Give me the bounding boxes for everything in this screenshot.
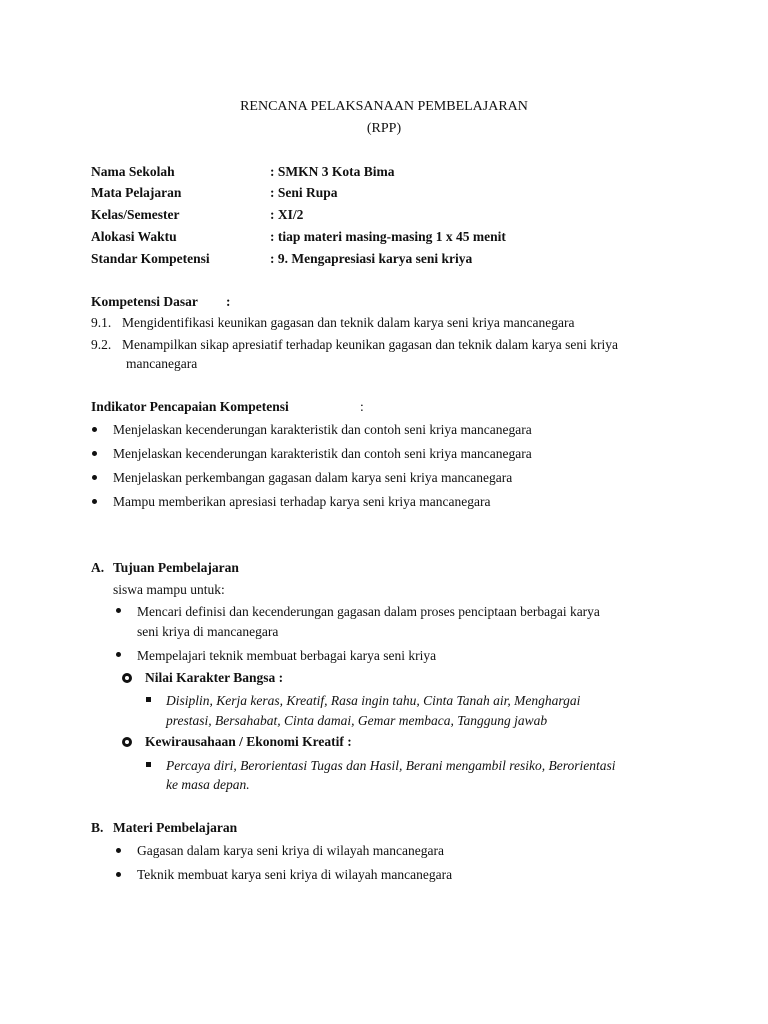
bullet-icon: [116, 872, 121, 877]
bullet-icon: [92, 475, 97, 480]
kompetensi-item-text: Menampilkan sikap apresiatif terhadap keunikan gagasan dan teknik dalam karya seni kriya: [122, 337, 618, 352]
identity-value-nama-sekolah: : SMKN 3 Kota Bima: [270, 164, 395, 179]
tujuan-item-continued: seni kriya di mancanegara: [137, 624, 279, 639]
bullet-icon: [116, 652, 121, 657]
kewirausahaan-heading: Kewirausahaan / Ekonomi Kreatif :: [145, 734, 352, 749]
document-subtitle: (RPP): [366, 121, 402, 136]
identity-label-standar-kompetensi: Standar Kompetensi: [91, 251, 210, 266]
tujuan-heading: Tujuan Pembelajaran: [113, 560, 239, 575]
tujuan-letter: A.: [91, 560, 105, 575]
materi-item: Gagasan dalam karya seni kriya di wilayah mancanegara: [137, 843, 444, 858]
indikator-colon: :: [360, 399, 364, 414]
kompetensi-item-number: 9.1.: [91, 315, 112, 330]
tujuan-intro: siswa mampu untuk:: [113, 582, 225, 597]
bullet-icon: [92, 451, 97, 456]
nilai-karakter-heading: Nilai Karakter Bangsa :: [145, 670, 284, 685]
document-title: RENCANA PELAKSANAAN PEMBELAJARAN: [240, 99, 528, 114]
materi-item: Teknik membuat karya seni kriya di wilayah mancanegara: [137, 867, 453, 882]
tujuan-item: Mencari definisi dan kecenderungan gagasan dalam proses penciptaan berbagai karya: [137, 604, 600, 619]
square-bullet-icon: [146, 697, 151, 702]
indikator-item: Menjelaskan perkembangan gagasan dalam karya seni kriya mancanegara: [113, 470, 513, 485]
circle-bullet-icon: [122, 737, 132, 747]
identity-value-mata-pelajaran: : Seni Rupa: [270, 185, 338, 200]
kompetensi-item-text: Mengidentifikasi keunikan gagasan dan teknik dalam karya seni kriya mancanegara: [122, 315, 575, 330]
kompetensi-dasar-colon: :: [226, 294, 231, 309]
materi-heading: Materi Pembelajaran: [113, 820, 238, 835]
identity-label-nama-sekolah: Nama Sekolah: [91, 164, 175, 179]
bullet-icon: [116, 848, 121, 853]
indikator-heading: Indikator Pencapaian Kompetensi: [91, 399, 289, 414]
indikator-item: Menjelaskan kecenderungan karakteristik dan contoh seni kriya mancanegara: [113, 422, 532, 437]
tujuan-item: Mempelajari teknik membuat berbagai karya seni kriya: [137, 648, 437, 663]
bullet-icon: [116, 608, 121, 613]
nilai-karakter-text: Disiplin, Kerja keras, Kreatif, Rasa ingin tahu, Cinta Tanah air, Menghargai: [166, 693, 581, 708]
kompetensi-item-number: 9.2.: [91, 337, 112, 352]
identity-label-alokasi-waktu: Alokasi Waktu: [91, 229, 177, 244]
nilai-karakter-text-continued: prestasi, Bersahabat, Cinta damai, Gemar membaca, Tanggung jawab: [166, 713, 548, 728]
circle-bullet-icon: [122, 673, 132, 683]
identity-value-alokasi-waktu: : tiap materi masing-masing 1 x 45 menit: [270, 229, 506, 244]
bullet-icon: [92, 427, 97, 432]
identity-label-mata-pelajaran: Mata Pelajaran: [91, 185, 182, 200]
bullet-icon: [92, 499, 97, 504]
materi-letter: B.: [91, 820, 104, 835]
kewirausahaan-text: Percaya diri, Berorientasi Tugas dan Hasil, Berani mengambil resiko, Berorientasi: [166, 758, 616, 773]
identity-label-kelas-semester: Kelas/Semester: [91, 207, 180, 222]
indikator-item: Menjelaskan kecenderungan karakteristik dan contoh seni kriya mancanegara: [113, 446, 532, 461]
kompetensi-dasar-heading: Kompetensi Dasar: [91, 294, 198, 309]
square-bullet-icon: [146, 762, 151, 767]
identity-value-kelas-semester: : XI/2: [270, 207, 304, 222]
indikator-item: Mampu memberikan apresiasi terhadap karya seni kriya mancanegara: [113, 494, 491, 509]
kompetensi-item-text-continued: mancanegara: [126, 356, 198, 371]
identity-value-standar-kompetensi: : 9. Mengapresiasi karya seni kriya: [270, 251, 473, 266]
kewirausahaan-text-continued: ke masa depan.: [166, 777, 250, 792]
